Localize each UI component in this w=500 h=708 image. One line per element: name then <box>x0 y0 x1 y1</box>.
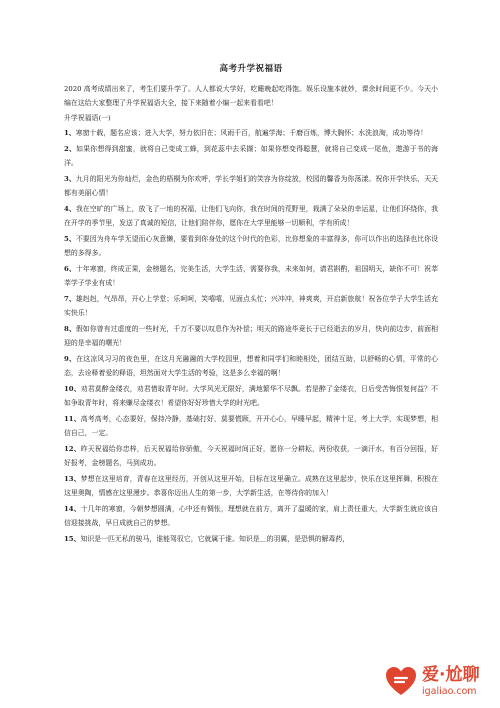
list-item-text: 十年寒窗，终成正果，金榜题名，完美生活，大学生活，需要你我，未来如何，请君斟酌，祖国明天，缺你不可！祝莘莘学子学业有成！ <box>64 265 439 287</box>
list-item <box>64 142 438 170</box>
list-item <box>64 352 438 380</box>
document-page <box>64 62 438 548</box>
list-item <box>64 322 438 350</box>
list-item <box>64 232 438 260</box>
watermark-url: igaliao.com <box>422 686 477 698</box>
list-item <box>64 172 438 200</box>
list-item-text: 不要因为舟车学无望而心灰意懒，要看到你身处的这个时代的色彩，比你想象的丰富得多，你可以作出的选择也比你设想的多得多。 <box>64 235 439 257</box>
list-item-number: 14、 <box>64 505 81 513</box>
list-item-number: 13、 <box>64 475 81 483</box>
list-item-number: 11、 <box>64 415 81 423</box>
list-item <box>64 532 438 546</box>
watermark-brand: 爱·尬聊 <box>422 665 480 686</box>
list-item-number: 12、 <box>64 445 81 453</box>
list-item <box>64 262 438 290</box>
list-item <box>64 126 438 140</box>
list-item-text: 昨天祝福给你忠梓，后天祝福给你骄傲，今天祝福时间正好，愿你一分耕耘，两份收获，一滴汗水，有百分回报，好好报考，金榜题名，马到成功。 <box>64 445 438 467</box>
list-item-number: 6、 <box>64 265 76 273</box>
heart-chat-logo-icon <box>384 665 418 699</box>
list-item-text: 如果你想得到甜蜜，就将自己变成工蜂，到花蕊中去采撷；如果你想变得聪慧，就将自己变成一尾鱼，遨游于书的海洋。 <box>64 145 438 167</box>
list-item-text: 九月的阳光为你灿烂，金色的梧桐为你欢呼，学长学姐们的笑容为你绽放，校园的馨香为你荡漾。祝你开学快乐，天天都有美丽心情！ <box>64 175 439 197</box>
list-item-text: 梦想在这里培育，青春在这里经历，开创从这里开始，目标在这里确立。成熟在这里起步，快乐在这里挥舞，积极在这里奥陶，情感在这里漫步。恭喜你迈出人生的第一步，大学新生活，在等待你的加入！ <box>64 475 438 497</box>
list-item <box>64 292 438 320</box>
list-item-text: 雄赳赳，气昂昂，开心上学堂；乐呵呵，笑嘻嘻，见面点头忙；兴冲冲，神爽爽，开启新旅航！祝各位学子大学生活充实快乐！ <box>64 295 439 317</box>
page-title: 高考升学祝福语 <box>219 64 283 74</box>
list-item-number: 5、 <box>64 235 76 243</box>
blessing-list <box>64 126 438 546</box>
list-item <box>64 472 438 500</box>
site-watermark <box>384 660 496 704</box>
list-item-number: 4、 <box>64 205 76 213</box>
intro-paragraph: 2020 高考成绩出来了，考生们要升学了。人人都说大学好，吃睡晚起吃得饱。娱乐设施本就妙，课余时间更不少。今天小编在这给大家整理了升学祝福语大全，接下来随着小编一起来看看吧！ <box>64 85 438 107</box>
list-item-number: 9、 <box>64 355 77 363</box>
list-item-text: 十几年的寒窗，今朝梦想圆满，心中还有惆怅，理想就在前方，离开了温暖的家，肩上责任重大，大学新生就应该自信迎接挑战，早日成就自己的梦想。 <box>64 505 438 527</box>
list-item-number: 3、 <box>64 175 76 183</box>
section-heading: 升学祝福语(一) <box>64 114 111 122</box>
list-item-text: 我在空旷的广场上，放飞了一地的祝福，让他们飞向你，我在时间的荒野里，栽满了朵朵的幸运星，让他们环绕你，我在开学的季节里，发送了真诚的短信，让他们陪伴你，愿你在大学里能够一切顺利，学有所成！ <box>64 205 439 227</box>
list-item-text: 劝君莫醉金缕衣，劝君惜取青年时。大学风光无限好，满地繁华不尽飘。若是醉了金缕衣，日后受苦悔恨复何益？不如争取青年时，将来赚尽金缕衣！希望你好好珍惜大学的时光吧。 <box>64 385 438 407</box>
list-item <box>64 442 438 470</box>
list-item <box>64 412 438 440</box>
list-item <box>64 382 438 410</box>
list-item-number: 15、 <box>64 535 81 543</box>
list-item-number: 8、 <box>64 325 76 333</box>
list-item <box>64 202 438 230</box>
list-item-text: 在这凉风习习的夜色里，在这月光融融的大学校园里，想着和同学们和睦相处，团结互助，以舒畅的心情，平常的心态，去诠释着爱的释语，坦然面对大学生活的考验，这是多么幸福的啊！ <box>64 355 438 377</box>
list-item-number: 10、 <box>64 385 81 393</box>
list-item-text: 高考高考，心态要好，保持冷静，基础打好，莫要慌顾，开开心心，早睡早起，精神十足，考上大学，实现梦想，相信自己，一定。 <box>64 415 438 437</box>
list-item <box>64 502 438 530</box>
list-item-text: 假如你曾有过虚度的一些时光，千万不要以叹息作为补偿；明天的路途毕竟长于已经逝去的岁月，快向前边步，前面相迎的是幸福的曙光！ <box>64 325 439 347</box>
list-item-text: 寒窗十载，题名应该；进入大学，努力依旧在；风雨千百，航遍学海；千磨百炼，博大胸怀；水洗浪淘，成功等待！ <box>75 129 428 137</box>
list-item-number: 1、 <box>64 129 76 137</box>
list-item-text: 知识是一匹无私的骏马，谁能驾驭它，它就属于谁。知识是＿的羽翼，是恐惧的解毒药， <box>80 535 350 543</box>
list-item-number: 2、 <box>64 145 77 153</box>
list-item-number: 7、 <box>64 295 76 303</box>
